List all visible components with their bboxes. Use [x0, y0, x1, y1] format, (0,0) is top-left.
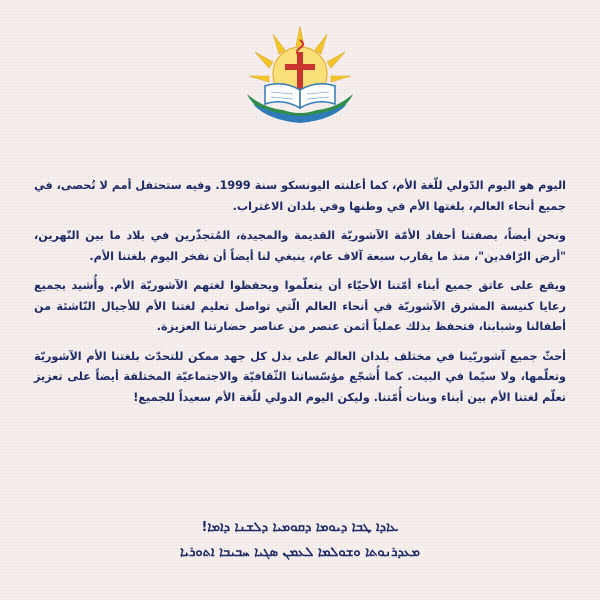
- church-emblem-icon: [243, 24, 357, 124]
- paragraph: أحثّ جميع آشوريّينا في مختلف بلدان العالم على بذل كل جهد ممكن للتحدّث بلغتنا الأم الآشوريّة وتعلّمها، ولا سيّما في البيت. كما أُشجّع مؤسّساتنا الثّقافيّة والاجتماعيّة المختلفة أيضاً على تعزيز تعلّم لغتنا الأم بين أبناء وبنات أُمّتنا. وليكن اليوم الدولي للّغة الأم سعيداً للجميع!: [34, 349, 566, 404]
- paragraph: اليوم هو اليوم الدّولي للّغة الأم، كما أعلنته اليونسكو سنة 1999. وفيه ستحتفل أمم لا تُحصى، في جميع أنحاء العالم، بلغتها الأم في وطنها وفي بلدان الاغتراب.: [34, 179, 566, 213]
- paragraph: ويقع على عاتق جميع أبناء أمّتنا الأحيّاء أن يتعلّموا ويحفظوا لغتهم الآشوريّة الأم. وأُشيد بجميع رعايا كنيسة المشرق الآشوريّة في أنحاء العالم الّتي تواصل تعليم لغتنا الأم للأجيال النّاشئة من أطفالنا وشبابنا، فتحفظ بذلك عملياً أثمن عنصر من عناصر حضارتنا العزيزة.: [34, 279, 566, 333]
- syriac-greeting-line-2: ܡܥܕܪܢܘܬܐ ܘܫܘܠܡܐ ܠܥܡܢ ܣܓܝܐ ܚܒܝܒܐ ܐܬܘܪܝܐ: [179, 545, 420, 560]
- syriac-greeting-line-1: ܥܐܕܐ ܛܒܐ ܕܝܘܡܐ ܕܩܘܡܝܐ ܕܠܫܢܐ ܕܐܡܐ!: [201, 520, 399, 535]
- paragraph: ونحن أيضاً، بصفتنا أحفاد الأمّة الآشوريّة القديمة والمجيدة، المُتجذّرين في بلاد ما بين النّهرين، "أرض الرّافدين"، منذ ما يقارب سبعة آلاف عام، ينبغي لنا أيضاً أن نفخر اليوم بلغتنا الأم.: [34, 229, 566, 263]
- message-body: [34, 176, 566, 417]
